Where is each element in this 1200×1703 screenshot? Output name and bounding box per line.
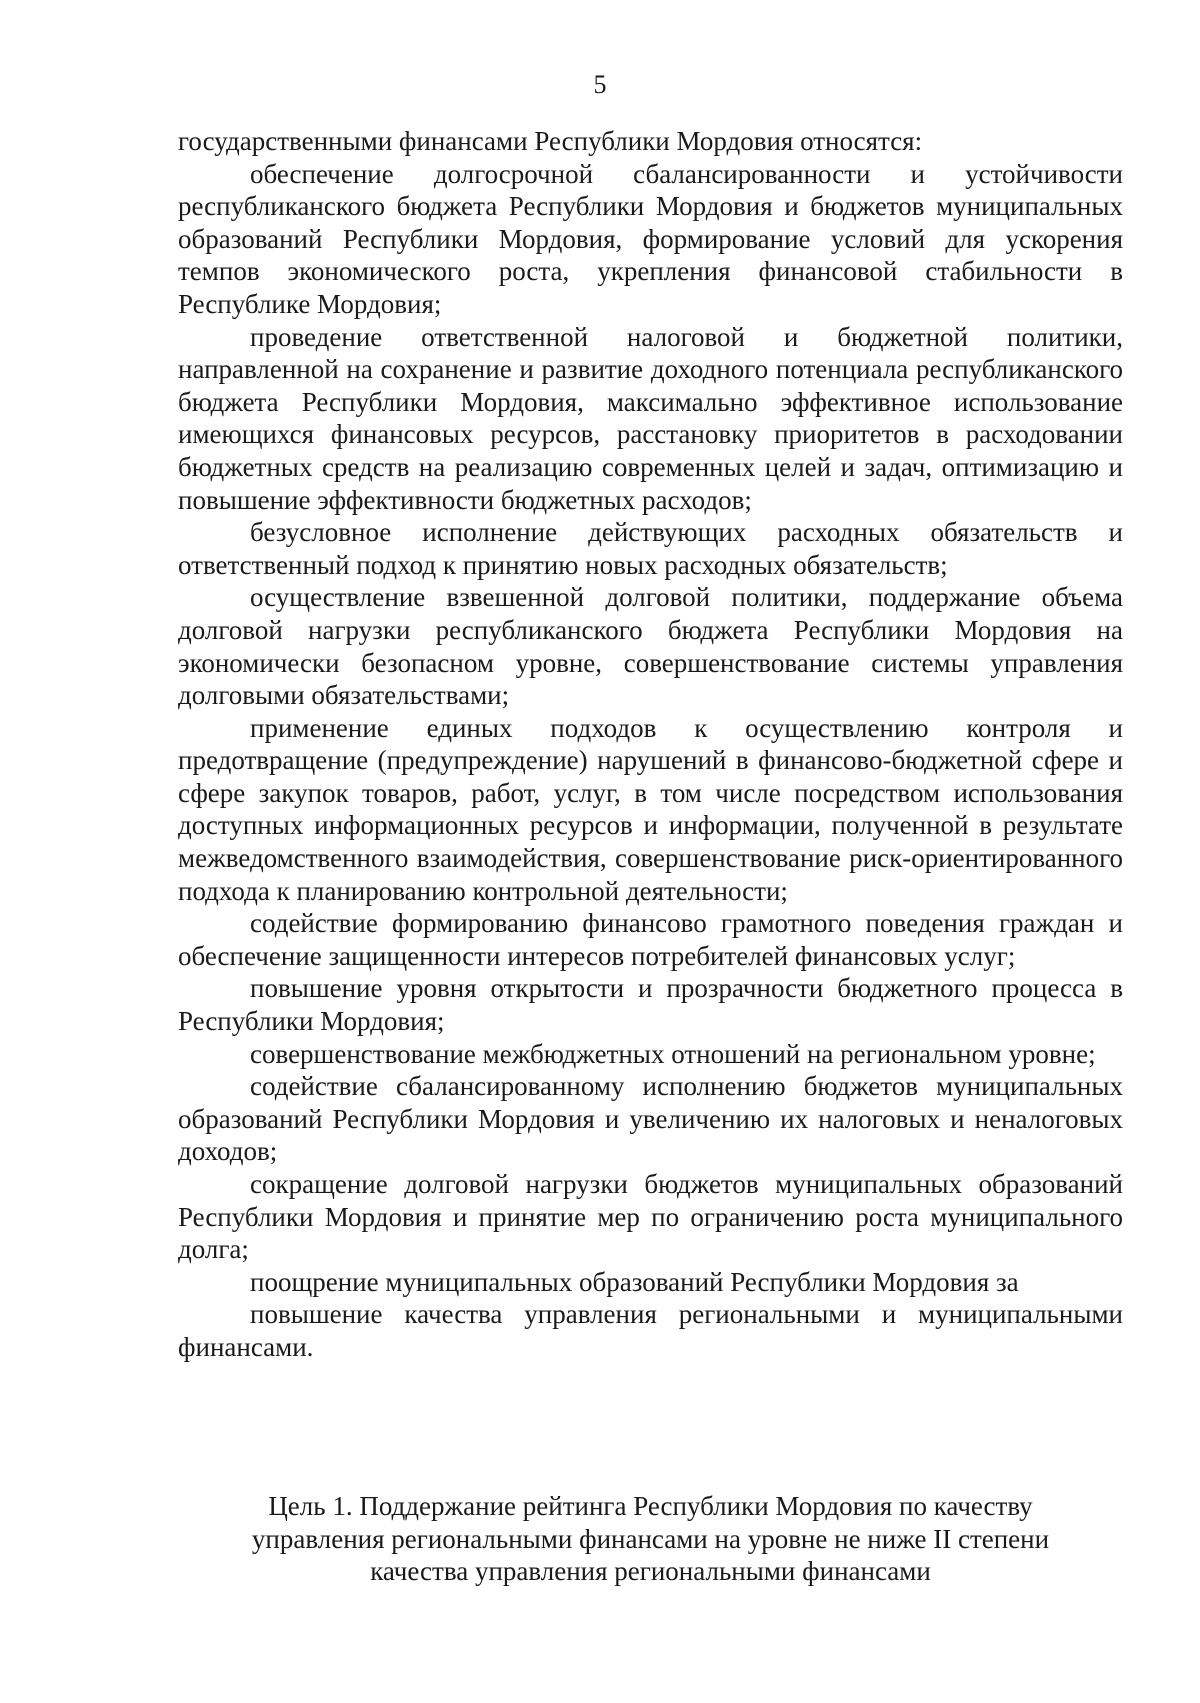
goal-heading-line: управления региональными финансами на уровне не ниже II степени [251,1523,1050,1554]
paragraph: совершенствование межбюджетных отношений на региональном уровне; [250,1038,1096,1069]
paragraph: повышение уровня открытости и прозрачности бюджетного процесса в Республики Мордовия; [178,973,1123,1037]
goal-heading-line: Цель 1. Поддержание рейтинга Республики Мордовия по качеству [268,1491,1033,1521]
paragraph: применение единых подходов к осуществлению контроля и предотвращение (предупреждение) нарушений в финансово-бюджетной сфере и сфере закупок товаров, работ, услуг, в том числе посредством использования доступных информационных ресурсов и информации, полученной в результате межведомственного взаимодействия, совершенствование риск-ориентированного подхода к планированию контрольной деятельности; [178,712,1123,906]
page-number: 5 [593,70,607,99]
paragraph: осуществление взвешенной долговой политики, поддержание объема долговой нагрузки республиканского бюджета Республики Мордовия на экономически безопасном уровне, совершенствование системы управления долговыми обязательствами; [178,582,1123,711]
paragraph: содействие формированию финансово грамотного поведения граждан и обеспечение защищенности интересов потребителей финансовых услуг; [178,908,1123,971]
paragraph: сокращение долговой нагрузки бюджетов муниципальных образований Республики Мордовия и принятие мер по ограничению роста муниципального долга; [178,1169,1123,1265]
paragraph: повышение качества управления региональными и муниципальными финансами. [178,1299,1123,1362]
paragraph: поощрение муниципальных образований Республики Мордовия за [250,1266,1019,1297]
goal-heading-line: качества управления региональными финансами [370,1556,931,1587]
paragraph: государственными финансами Республики Мордовия относятся: [178,126,923,156]
body-text [178,125,1123,1364]
paragraph: содействие сбалансированному исполнению бюджетов муниципальных образований Республики Мордовия и увеличению их налоговых и неналоговых доходов; [178,1071,1123,1167]
paragraph: проведение ответственной налоговой и бюджетной политики, направленной на сохранение и развитие доходного потенциала республиканского бюджета Республики Мордовия, максимально эффективное использование имеющихся финансовых ресурсов, расстановку приоритетов в расходовании бюджетных средств на реализацию современных целей и задач, оптимизацию и повышение эффективности бюджетных расходов; [178,321,1123,515]
goal-heading [178,1490,1123,1588]
paragraph: безусловное исполнение действующих расходных обязательств и ответственный подход к принятию новых расходных обязательств; [178,517,1123,580]
paragraph: обеспечение долгосрочной сбалансированности и устойчивости республиканского бюджета Республики Мордовия и бюджетов муниципальных образований Республики Мордовия, формирование условий для ускорения темпов экономического роста, укрепления финансовой стабильности в Республике Мордовия; [178,158,1123,319]
